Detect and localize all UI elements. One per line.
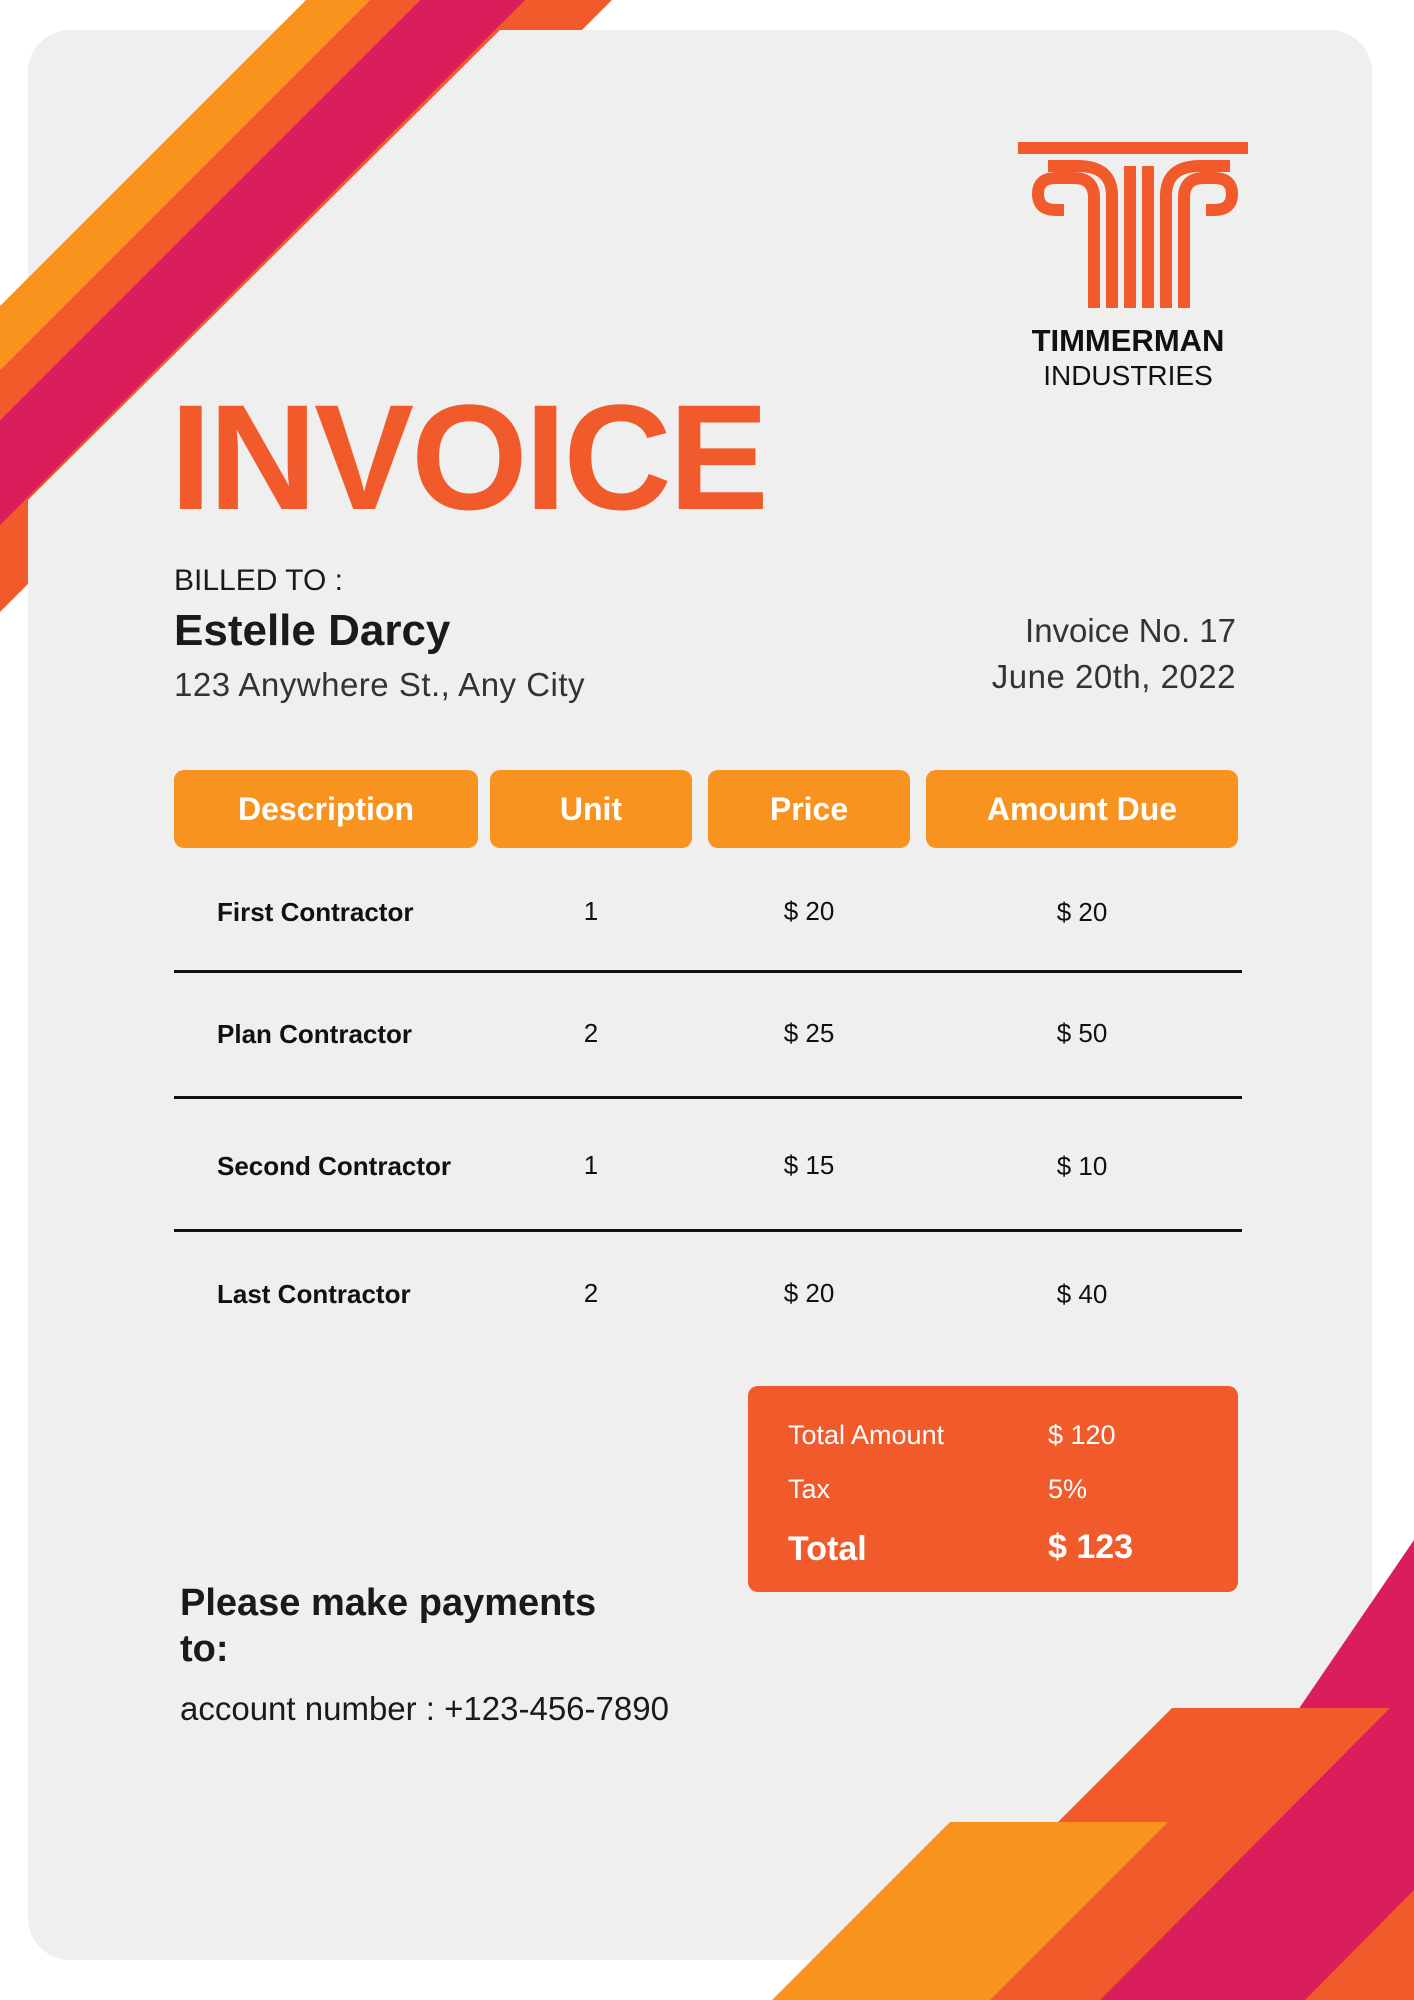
company-logo — [1000, 138, 1256, 393]
invoice-date: June 20th, 2022 — [991, 658, 1236, 695]
tax-label: Tax — [788, 1474, 831, 1504]
row-description: First Contractor — [217, 897, 414, 927]
row-price: $ 20 — [783, 1278, 835, 1308]
brand-name: TIMMERMAN — [1031, 323, 1225, 358]
row-description: Second Contractor — [217, 1151, 452, 1181]
row-price: $ 15 — [783, 1150, 835, 1180]
row-divider — [174, 970, 1242, 973]
row-unit: 1 — [583, 896, 599, 926]
row-divider — [174, 1096, 1242, 1099]
tax-value: 5% — [1048, 1474, 1088, 1504]
totals-box — [748, 1386, 1238, 1592]
invoice-number: Invoice No. 17 — [1025, 612, 1236, 649]
header-unit: Unit — [490, 770, 692, 848]
row-price: $ 25 — [783, 1018, 835, 1048]
client-address: 123 Anywhere St., Any City — [174, 666, 586, 703]
column-pillar-icon — [1008, 138, 1248, 310]
row-amount: $ 50 — [1056, 1018, 1108, 1048]
row-amount: $ 10 — [1056, 1151, 1108, 1181]
header-description: Description — [174, 770, 478, 848]
header-amount-due: Amount Due — [926, 770, 1238, 848]
brand-subtitle: INDUSTRIES — [1043, 360, 1213, 391]
row-unit: 1 — [583, 1150, 599, 1180]
row-price: $ 20 — [783, 896, 835, 926]
grand-total-label: Total — [788, 1530, 867, 1568]
total-amount-label: Total Amount — [788, 1420, 945, 1450]
row-amount: $ 40 — [1056, 1279, 1108, 1309]
row-description: Last Contractor — [217, 1279, 411, 1309]
account-number: account number : +123-456-7890 — [180, 1690, 669, 1727]
client-name: Estelle Darcy — [174, 606, 451, 655]
row-unit: 2 — [583, 1018, 599, 1048]
row-divider — [174, 1229, 1242, 1232]
page-title: INVOICE — [170, 373, 766, 541]
row-unit: 2 — [583, 1278, 599, 1308]
row-description: Plan Contractor — [217, 1019, 413, 1049]
payment-heading: Please make payments to: — [180, 1582, 597, 1670]
total-amount-value: $ 120 — [1048, 1420, 1116, 1450]
billed-to-label: BILLED TO : — [174, 564, 343, 597]
grand-total-value: $ 123 — [1048, 1528, 1134, 1566]
row-amount: $ 20 — [1056, 897, 1108, 927]
header-price: Price — [708, 770, 910, 848]
